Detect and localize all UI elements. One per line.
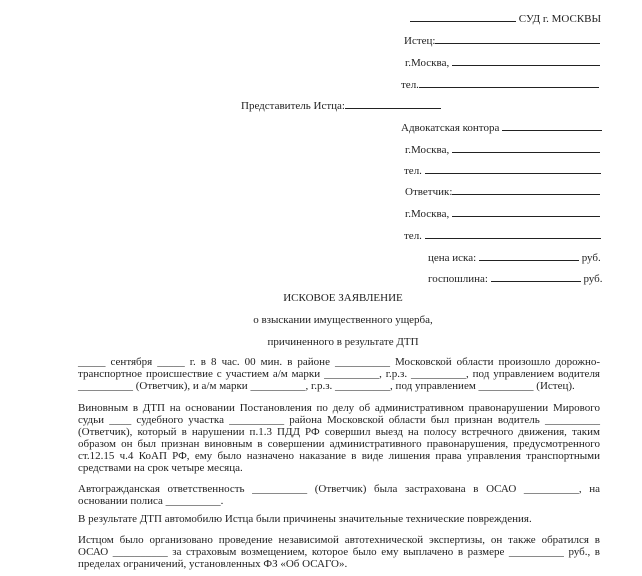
- document-title: ИСКОВОЕ ЗАЯВЛЕНИЕ: [283, 292, 403, 304]
- representative-label: Представитель Истца:: [241, 100, 345, 112]
- defendant-city-blank[interactable]: [452, 206, 600, 217]
- court-blank[interactable]: [410, 11, 516, 22]
- law-office-line: [401, 120, 602, 135]
- law-office-city-line: [405, 142, 600, 157]
- claim-price-blank[interactable]: [479, 250, 579, 261]
- plaintiff-phone-blank[interactable]: [419, 77, 599, 88]
- representative-blank[interactable]: [345, 98, 441, 109]
- court-line: [410, 11, 601, 26]
- document-subtitle-2: причиненного в результате ДТП: [267, 336, 419, 348]
- paragraph-text: Виновным в ДТП на основании Постановления по делу об административном правонарушении Мирового судьи ____ судебного участка __________ района Московской области был признан водитель __________ (Ответчик), который в нарушении п.1.3 ПДД РФ совершил выезд на полосу встречного движения, таким образом он был признан виновным в совершении административного правонарушения, предусмотренного ст.12.15 ч.4 КоАП РФ, ему было назначено наказание в виде лишения права управления транспортными средствами на срок четыре месяца.: [78, 402, 600, 474]
- plaintiff-phone-line: [401, 77, 599, 92]
- plaintiff-city-label: г.Москва,: [405, 57, 450, 69]
- paragraph-guilt: [78, 402, 600, 474]
- court-name: СУД г. МОСКВЫ: [518, 13, 602, 25]
- claim-price-line: [428, 250, 601, 265]
- defendant-phone-label: тел.: [404, 230, 422, 242]
- paragraph-text: Истцом было организовано проведение независимой автотехнической экспертизы, он также обратился в ОСАО __________ за страховым возмещением, которое было ему выплачено в размере __________ руб., в пределах ограничений, установленных ФЗ «Об ОСАГО».: [78, 534, 600, 570]
- defendant-phone-blank[interactable]: [425, 228, 601, 239]
- claim-price-unit: руб.: [581, 252, 601, 264]
- paragraph-accident: [78, 356, 600, 392]
- plaintiff-line: [404, 33, 600, 48]
- paragraph-insurance: [78, 483, 600, 507]
- state-fee-unit: руб.: [583, 273, 603, 285]
- defendant-city-line: [405, 206, 600, 221]
- paragraph-text: Автогражданская ответственность __________ (Ответчик) была застрахована в ОСАО __________, на основании полиса __________.: [78, 483, 600, 507]
- defendant-city-label: г.Москва,: [405, 208, 450, 220]
- law-office-label: Адвокатская контора: [401, 122, 500, 134]
- state-fee-line: [428, 271, 603, 286]
- law-office-phone-blank[interactable]: [425, 163, 601, 174]
- paragraph-text: В результате ДТП автомобилю Истца были причинены значительные технические повреждения.: [78, 513, 532, 525]
- plaintiff-city-blank[interactable]: [452, 55, 600, 66]
- law-office-phone-line: [404, 163, 601, 178]
- plaintiff-blank[interactable]: [435, 33, 600, 44]
- state-fee-label: госпошлина:: [428, 273, 488, 285]
- representative-line: [241, 98, 441, 113]
- defendant-label: Ответчик:: [405, 186, 453, 198]
- law-office-city-label: г.Москва,: [405, 144, 450, 156]
- law-office-blank[interactable]: [502, 120, 602, 131]
- defendant-blank[interactable]: [452, 184, 600, 195]
- defendant-phone-line: [404, 228, 601, 243]
- paragraph-text: _____ сентября _____ г. в 8 час. 00 мин. в районе __________ Московской области произошло дорожно-транспортное происшествие с участием а/м марки __________, г.р.з. __________, под управлением водителя __________ (Ответчик), и а/м марки __________, г.р.з. __________, под управлением __________ (Истец).: [78, 356, 600, 392]
- claim-price-label: цена иска:: [428, 252, 477, 264]
- paragraph-damage: [78, 513, 600, 525]
- plaintiff-phone-label: тел.: [401, 79, 419, 91]
- document-subtitle-1: о взыскании имущественного ущерба,: [253, 314, 433, 326]
- plaintiff-label: Истец:: [404, 35, 436, 47]
- law-office-phone-label: тел.: [404, 165, 422, 177]
- defendant-line: [405, 184, 600, 199]
- plaintiff-city-line: [405, 55, 600, 70]
- state-fee-blank[interactable]: [491, 271, 581, 282]
- law-office-city-blank[interactable]: [452, 142, 600, 153]
- paragraph-expertise: [78, 534, 600, 570]
